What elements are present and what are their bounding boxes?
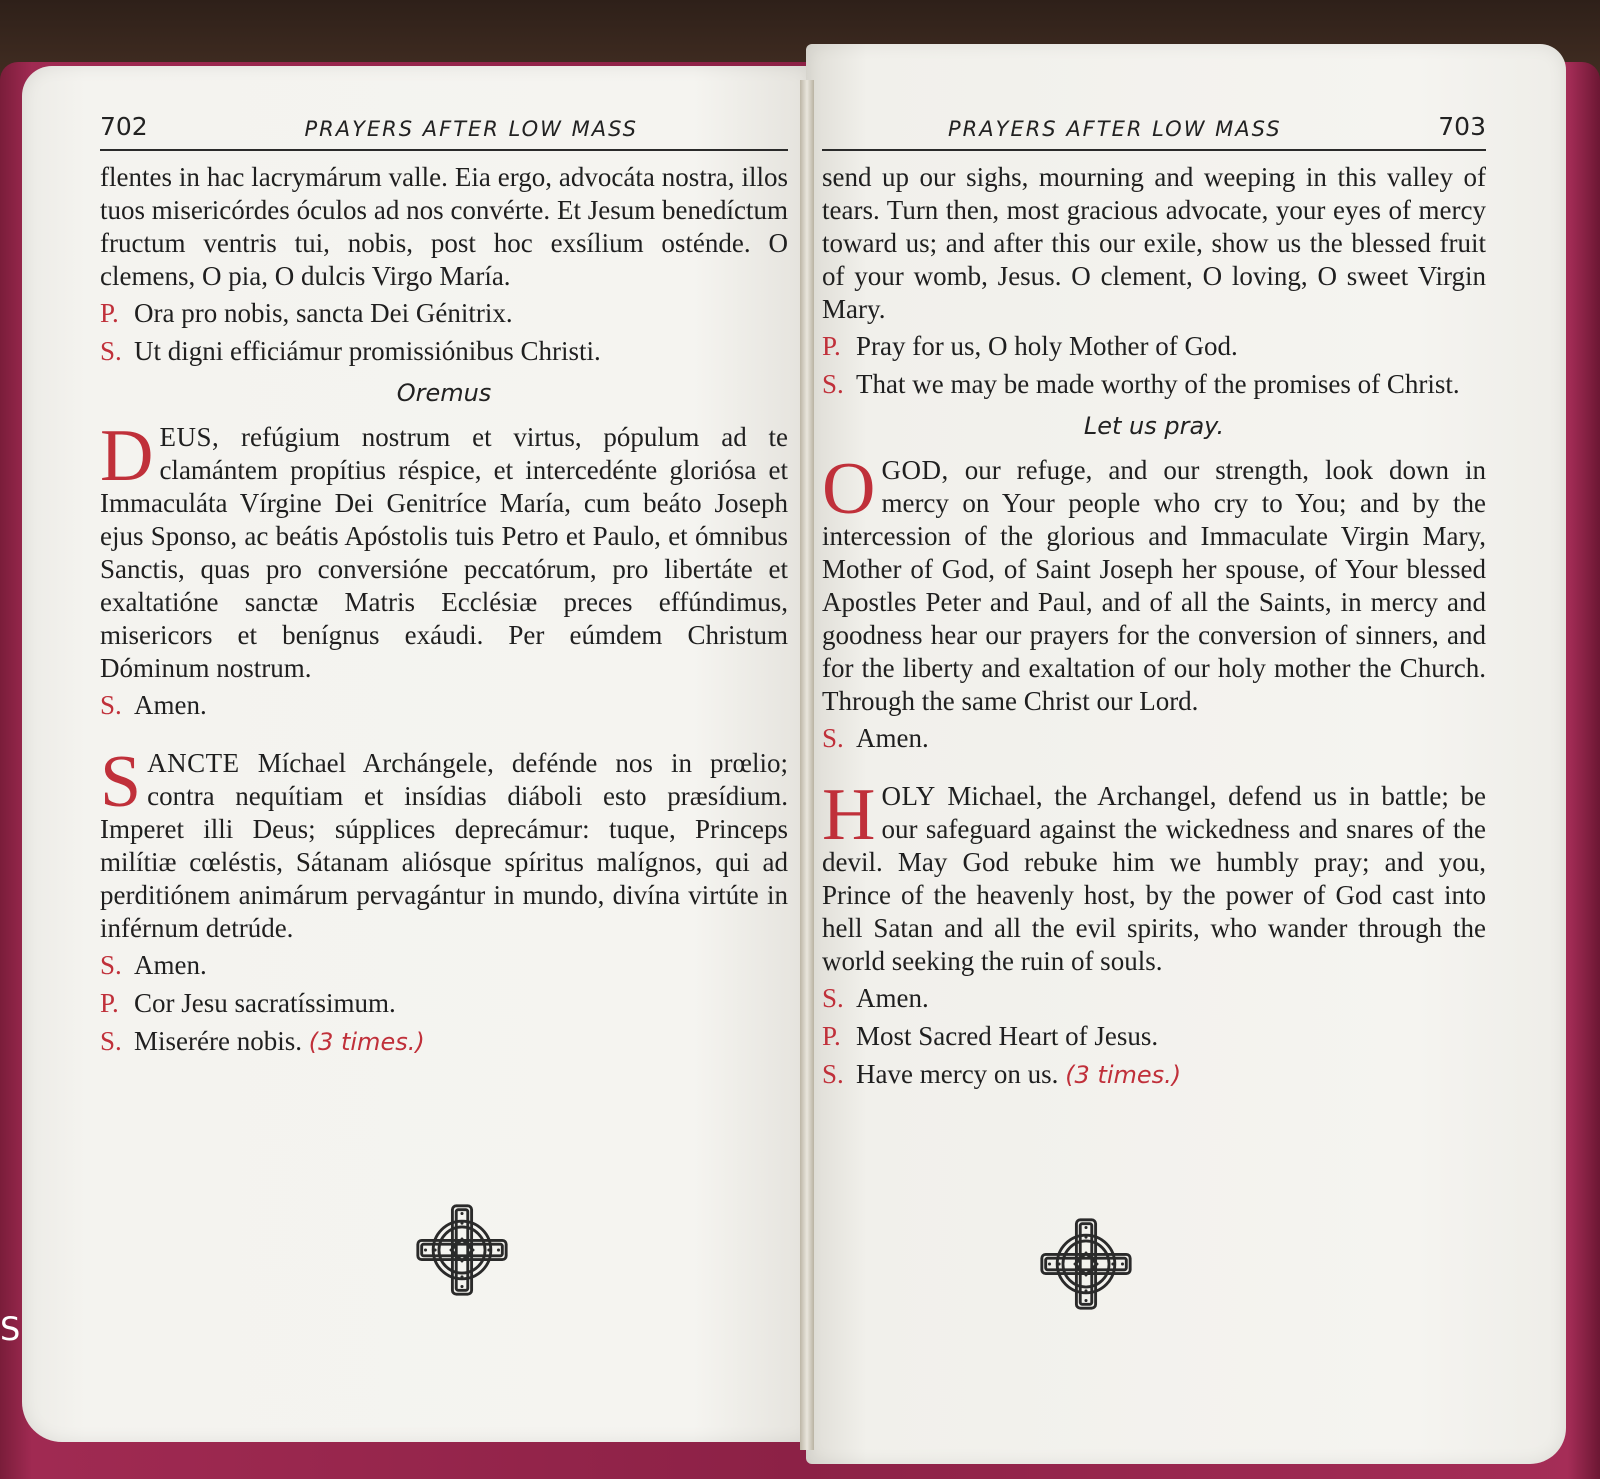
versicle-text: Ora pro nobis, sancta Dei Génitrix.: [134, 298, 513, 328]
response-text: Amen.: [134, 950, 207, 980]
response-marker: S.: [822, 723, 844, 753]
page-number: 703: [1438, 112, 1486, 141]
versicle: [100, 295, 788, 331]
versicle-marker: P.: [822, 1021, 841, 1051]
response-text: Miserére nobis.: [134, 1026, 302, 1056]
response-text: Ut digni efficiámur promissiónibus Christi.: [134, 336, 601, 366]
response: [822, 720, 1486, 756]
response-text: That we may be made worthy of the promises of Christ.: [856, 369, 1460, 399]
response-marker: S.: [100, 690, 122, 720]
versicle: [100, 985, 788, 1021]
right-page-content: [822, 112, 1486, 1095]
edge-glyph: S: [0, 1310, 21, 1348]
response-marker: S.: [100, 950, 122, 980]
versicle-marker: P.: [100, 298, 119, 328]
drop-cap: H: [822, 774, 876, 856]
running-title: PRAYERS AFTER LOW MASS: [304, 117, 638, 141]
prayer-lead-word: GOD,: [881, 455, 949, 485]
versicle-marker: P.: [822, 331, 841, 361]
prayer-text: our refuge, and our strength, look down in mercy on Your people who cry to You; and by the intercession of the glorious and Immaculate Virgin Mary, Mother of God, of Saint Joseph her spouse, of Your blessed Apostles Peter and Paul, and of all the Saints, in mercy and goodness hear our prayers for the conversion of sinners, and for the liberty and exaltation of our holy mother the Church. Through the same Christ our Lord.: [822, 455, 1486, 716]
left-page-header: [100, 112, 788, 151]
response: [822, 1056, 1486, 1093]
response: [100, 687, 788, 723]
response-text: Have mercy on us.: [856, 1059, 1059, 1089]
prayer-lead-word: ANCTE: [147, 748, 240, 778]
left-page-content: [100, 112, 788, 1062]
prayer-paragraph: [822, 774, 1486, 978]
drop-cap: S: [100, 741, 142, 823]
celtic-cross-icon: [414, 1202, 510, 1298]
response-marker: S.: [100, 1026, 122, 1056]
prayer-lead-word: OLY: [881, 781, 936, 811]
versicle-text: Cor Jesu sacratíssimum.: [134, 988, 396, 1018]
book-gutter: [800, 80, 814, 1450]
response: [100, 947, 788, 983]
prayer-heading: Oremus: [396, 379, 492, 407]
response: [100, 1023, 788, 1060]
celtic-cross-icon: [1038, 1216, 1134, 1312]
response-marker: S.: [100, 336, 122, 366]
versicle-text: Pray for us, O holy Mother of God.: [856, 331, 1238, 361]
response-text: Amen.: [856, 723, 929, 753]
rubric: (3 times.): [308, 1028, 425, 1056]
prayer-heading: Let us pray.: [1083, 412, 1225, 440]
response: [822, 980, 1486, 1016]
prayer-text: Míchael Archángele, defénde nos in prœlio; contra nequítiam et insídias diáboli esto præsídium. Imperet illi Deus; súpplices deprecámur: tuque, Princeps milítiæ cœléstis, Sátanam aliósque spíritus malígnos, qui ad perditiónem animárum pervagántur in mundo, divína virtúte in inférnum detrúde.: [100, 748, 788, 943]
rubric: (3 times.): [1065, 1061, 1182, 1089]
response: [100, 333, 788, 369]
prayer-paragraph: [822, 448, 1486, 718]
response-marker: S.: [822, 369, 844, 399]
versicle: [822, 328, 1486, 364]
versicle-marker: P.: [100, 988, 119, 1018]
drop-cap: O: [822, 448, 876, 530]
page-number: 702: [100, 112, 148, 141]
drop-cap: D: [100, 415, 154, 497]
response-text: Amen.: [134, 690, 207, 720]
prayer-paragraph: [100, 741, 788, 945]
response-marker: S.: [822, 983, 844, 1013]
response-marker: S.: [822, 1059, 844, 1089]
prayer-lead-word: EUS,: [159, 422, 220, 452]
right-page-header: [822, 112, 1486, 151]
intro-paragraph: send up our sighs, mourning and weeping in this valley of tears. Turn then, most gracious advocate, your eyes of mercy toward us; and after this our exile, show us the blessed fruit of your womb, Jesus. O clement, O loving, O sweet Virgin Mary.: [822, 162, 1486, 324]
response: [822, 366, 1486, 402]
versicle-text: Most Sacred Heart of Jesus.: [856, 1021, 1159, 1051]
prayer-paragraph: [100, 415, 788, 685]
versicle: [822, 1018, 1486, 1054]
prayer-text: Michael, the Archangel, defend us in battle; be our safeguard against the wickedness and snares of the devil. May God rebuke him we humbly pray; and you, Prince of the heavenly host, by the power of God cast into hell Satan and all the evil spirits, who wander through the world seeking the ruin of souls.: [822, 781, 1486, 976]
prayer-text: refúgium nostrum et virtus, pópulum ad te clamántem propítius réspice, et intercedénte gloriósa et Immaculáta Vírgine Dei Genitríce María, cum beáto Joseph ejus Sponso, ac beátis Apóstolis tuis Petro et Paulo, et ómnibus Sanctis, quas pro conversióne peccatórum, pro libertáte et exaltatióne sanctæ Matris Ecclésiæ preces effúndimus, misericors et benígnus exáudi. Per eúmdem Christum Dóminum nostrum.: [100, 422, 788, 683]
response-text: Amen.: [856, 983, 929, 1013]
intro-paragraph: flentes in hac lacrymárum valle. Eia ergo, advocáta nostra, illos tuos misericórdes óculos ad nos convérte. Et Jesum benedíctum fructum ventris tui, nobis, post hoc exsílium osténde. O clemens, O pia, O dulcis Virgo María.: [100, 162, 788, 291]
running-title: PRAYERS AFTER LOW MASS: [948, 117, 1282, 141]
